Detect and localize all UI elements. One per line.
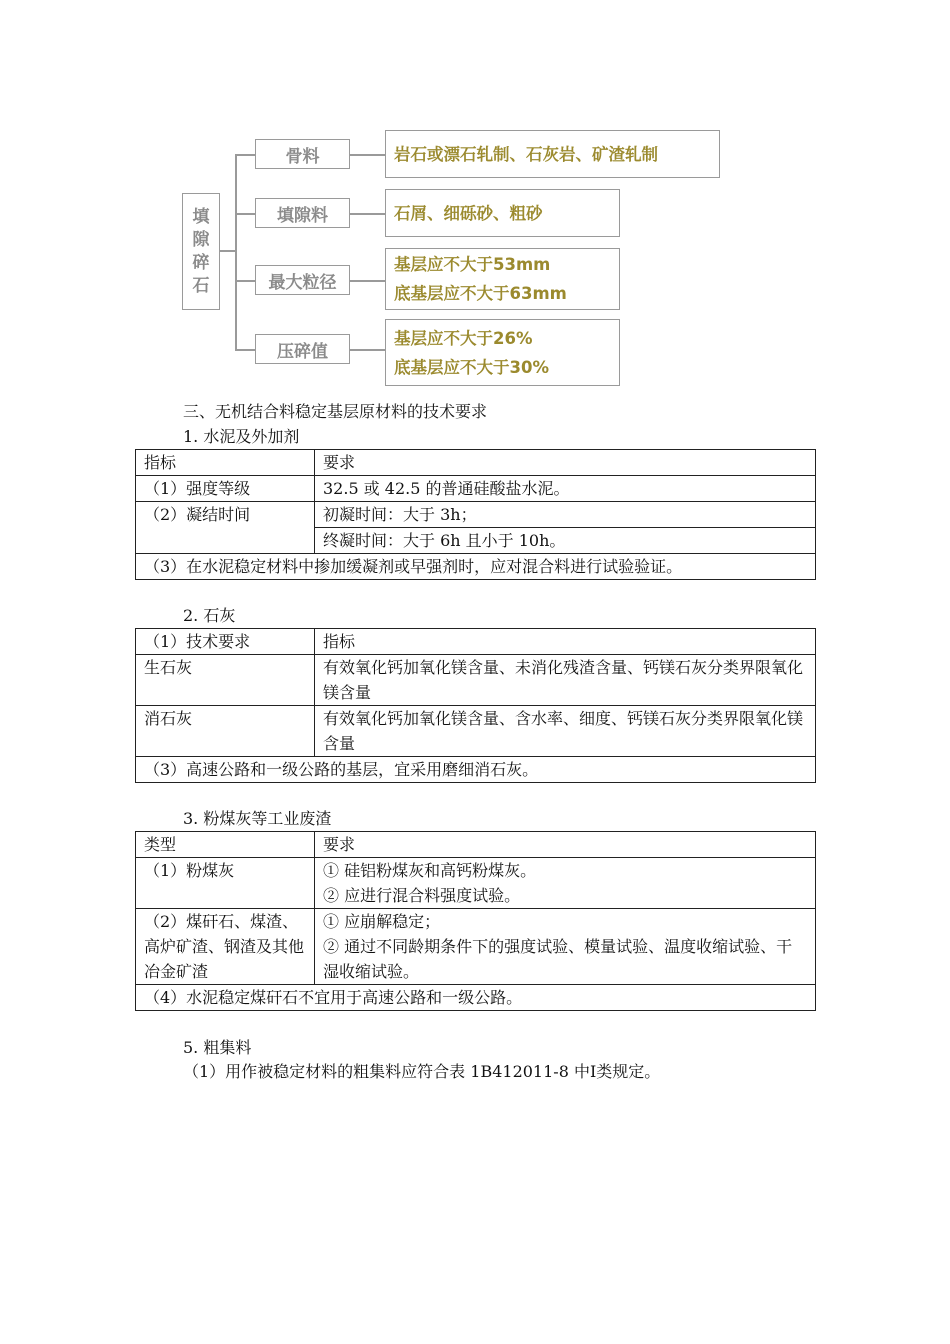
table-cell: 消石灰 — [136, 706, 315, 757]
table-row — [136, 706, 816, 757]
diagram-value-box — [385, 319, 620, 386]
table-cell: 有效氧化钙加氧化镁含量、未消化残渣含量、钙镁石灰分类界限氧化镁含量 — [315, 655, 816, 706]
table-row — [136, 909, 816, 985]
table-cell: 有效氧化钙加氧化镁含量、含水率、细度、钙镁石灰分类界限氧化镁含量 — [315, 706, 816, 757]
diagram-category: 最大粒径 — [255, 265, 350, 295]
diagram-root — [182, 193, 220, 310]
flyash-table — [135, 831, 816, 1011]
diagram-value: 基层应不大于53mm — [394, 255, 551, 274]
connector — [235, 280, 255, 282]
root-char: 隙 — [192, 229, 210, 250]
table-cell: （1）强度等级 — [136, 476, 315, 502]
cell-line: ① 应崩解稳定； — [323, 912, 441, 931]
diagram-value-box — [385, 130, 720, 178]
table-header-cell: （1）技术要求 — [136, 629, 315, 655]
table-row — [136, 832, 816, 858]
table-cell: 生石灰 — [136, 655, 315, 706]
table-row — [136, 629, 816, 655]
table-cell — [315, 502, 816, 554]
table-cell — [315, 909, 816, 985]
table-row — [136, 655, 816, 706]
diagram-value: 底基层应不大于30% — [394, 357, 549, 377]
flyash-title: 3. 粉煤灰等工业废渣 — [183, 809, 332, 828]
diagram-value: 岩石或漂石轧制、石灰岩、矿渣轧制 — [394, 144, 658, 164]
cell-line: 终凝时间：大于 6h 且小于 10h。 — [323, 531, 566, 550]
diagram-value: 石屑、细砾砂、粗砂 — [394, 203, 543, 223]
root-char: 填 — [192, 206, 210, 227]
table-cell: （2）煤矸石、煤渣、高炉矿渣、钢渣及其他冶金矿渣 — [136, 909, 315, 985]
cell-line: ② 应进行混合料强度试验。 — [323, 886, 521, 905]
table-row — [136, 757, 816, 783]
connector — [235, 154, 255, 156]
cement-table — [135, 449, 816, 580]
connector — [235, 213, 255, 215]
coarse-text: （1）用作被稳定材料的粗集料应符合表 1B412011-8 中Ⅰ类规定。 — [183, 1062, 661, 1081]
section-title: 三、无机结合料稳定基层原材料的技术要求 — [183, 402, 488, 421]
table-header-cell: 指标 — [315, 629, 816, 655]
table-row — [136, 502, 816, 554]
connector — [235, 154, 237, 350]
table-header-cell: 要求 — [315, 450, 816, 476]
table-cell — [315, 858, 816, 909]
table-row — [136, 450, 816, 476]
table-note: （3）在水泥稳定材料中掺加缓凝剂或早强剂时，应对混合料进行试验验证。 — [136, 554, 816, 580]
table-cell: （1）粉煤灰 — [136, 858, 315, 909]
connector — [350, 213, 385, 215]
root-char: 石 — [192, 275, 210, 296]
table-header-cell: 类型 — [136, 832, 315, 858]
diagram-category: 骨料 — [255, 139, 350, 169]
lime-title: 2. 石灰 — [183, 606, 236, 625]
table-header-cell: 要求 — [315, 832, 816, 858]
connector — [350, 280, 385, 282]
table-row — [136, 476, 816, 502]
diagram-category: 压碎值 — [255, 334, 350, 364]
diagram-value-box — [385, 248, 620, 310]
table-note: （4）水泥稳定煤矸石不宜用于高速公路和一级公路。 — [136, 985, 816, 1011]
cell-line: ① 硅铝粉煤灰和高钙粉煤灰。 — [323, 861, 537, 880]
cell-line: 初凝时间：大于 3h； — [315, 502, 815, 528]
table-note: （3）高速公路和一级公路的基层，宜采用磨细消石灰。 — [136, 757, 816, 783]
lime-table — [135, 628, 816, 783]
connector — [235, 349, 255, 351]
table-cell: 32.5 或 42.5 的普通硅酸盐水泥。 — [315, 476, 816, 502]
diagram-value: 基层应不大于26% — [394, 328, 533, 348]
connector — [350, 154, 385, 156]
cement-title: 1. 水泥及外加剂 — [183, 427, 300, 446]
table-row — [136, 554, 816, 580]
table-cell: （2）凝结时间 — [136, 502, 315, 554]
diagram-value-box — [385, 189, 620, 237]
cell-line: ② 通过不同龄期条件下的强度试验、模量试验、温度收缩试验、干湿收缩试验。 — [323, 937, 793, 981]
root-char: 碎 — [192, 252, 210, 273]
table-row — [136, 858, 816, 909]
table-row — [136, 985, 816, 1011]
connector — [350, 349, 385, 351]
connector — [220, 250, 236, 252]
coarse-title: 5. 粗集料 — [183, 1038, 252, 1057]
diagram-value: 底基层应不大于63mm — [394, 284, 567, 303]
diagram-category: 填隙料 — [255, 198, 350, 228]
table-header-cell: 指标 — [136, 450, 315, 476]
